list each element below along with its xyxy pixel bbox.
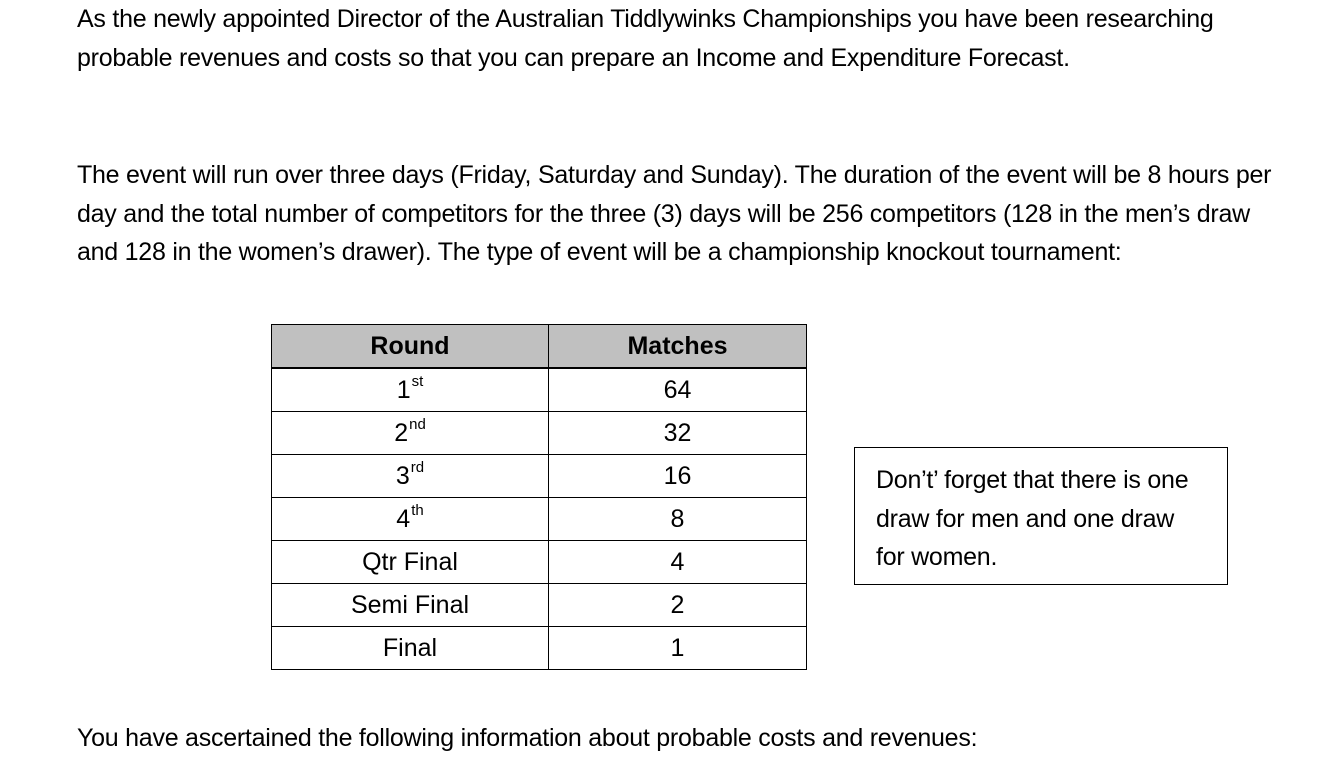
ordinal-suffix: th [411, 501, 424, 519]
matches-cell: 4 [549, 541, 807, 584]
intro-paragraph: As the newly appointed Director of the Australian Tiddlywinks Championships you have been researching probable revenues and costs so that you can prepare an Income and Expenditure Forecast. [77, 5, 1214, 72]
round-number: 3 [395, 461, 410, 490]
table-row [272, 455, 807, 498]
matches-cell: 64 [549, 368, 807, 412]
round-cell: Final [272, 627, 549, 670]
event-details-paragraph: The event will run over three days (Friday, Saturday and Sunday). The duration of the event will be 8 hours per day and the total number of competitors for the three (3) days will be 256 competitors (128 in the men’s draw and 128 in the women’s drawer). The type of event will be a championship knockout tournament: [77, 161, 1272, 266]
round-column-header: Round [272, 325, 549, 369]
matches-cell: 8 [549, 498, 807, 541]
table-row [272, 498, 807, 541]
table-header-row [272, 325, 807, 369]
matches-cell: 1 [549, 627, 807, 670]
round-cell: Qtr Final [272, 541, 549, 584]
ordinal-suffix: st [411, 372, 424, 390]
rounds-matches-table [271, 324, 807, 670]
round-number: 4 [396, 504, 411, 533]
closing-paragraph: You have ascertained the following information about probable costs and revenues: [77, 724, 978, 752]
matches-cell: 32 [549, 412, 807, 455]
round-cell: Semi Final [272, 584, 549, 627]
ordinal-suffix: rd [410, 458, 425, 476]
reminder-note-box [854, 447, 1228, 585]
table-row [272, 368, 807, 412]
table-row [272, 412, 807, 455]
matches-cell: 2 [549, 584, 807, 627]
ordinal-suffix: nd [409, 415, 426, 433]
round-cell [272, 455, 549, 498]
reminder-note-text: Don’t’ forget that there is one draw for men and one draw for women. [876, 466, 1189, 571]
table-row [272, 584, 807, 627]
table-row [272, 541, 807, 584]
matches-column-header: Matches [549, 325, 807, 369]
table-row [272, 627, 807, 670]
round-number: 1 [396, 375, 411, 404]
matches-cell: 16 [549, 455, 807, 498]
round-cell [272, 498, 549, 541]
round-cell [272, 412, 549, 455]
round-cell [272, 368, 549, 412]
round-number: 2 [394, 418, 409, 447]
